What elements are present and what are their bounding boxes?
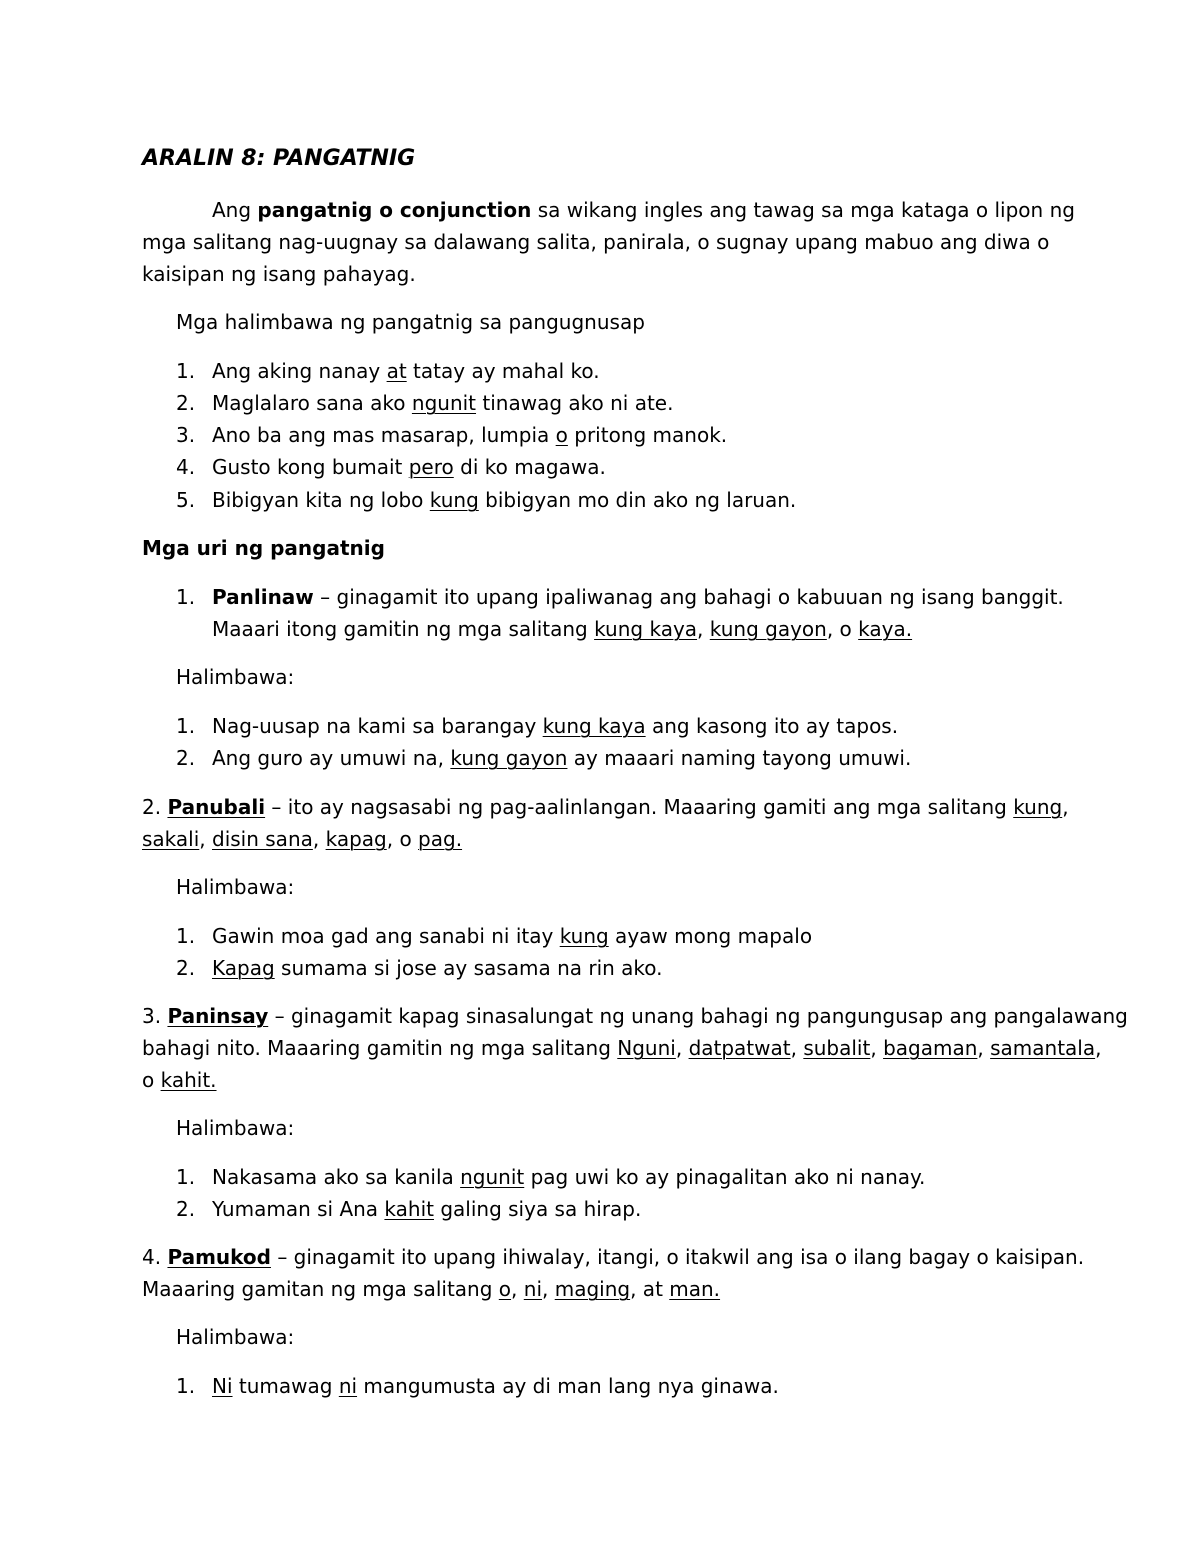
- list-text: tumawag: [232, 1374, 339, 1398]
- separator: ,: [675, 1036, 689, 1060]
- type-words-line: [212, 619, 912, 639]
- list-text: ayaw mong mapalo: [608, 924, 813, 948]
- conjunction-word: kung gayon: [709, 617, 827, 641]
- type-description: – ginagamit kapag sinasalungat ng unang bahagi ng pangungusap ang pangalawang: [268, 1004, 1128, 1028]
- list-text: pag uwi ko ay pinagalitan ako ni nanay.: [524, 1165, 926, 1189]
- intro-line-2: mga salitang nag-uugnay sa dalawang salita, panirala, o sugnay upang mabuo ang diwa o: [142, 230, 1050, 254]
- list-text: Nakasama ako sa kanila: [212, 1165, 461, 1189]
- separator: ,: [511, 1277, 524, 1301]
- list-number: 1.: [176, 585, 196, 609]
- list-number: 2.: [176, 1197, 196, 1221]
- separator: ,: [870, 1036, 884, 1060]
- separator: , o: [826, 617, 859, 641]
- conjunction-word: datpatwat: [688, 1036, 791, 1060]
- separator: ,: [542, 1277, 555, 1301]
- list-item: [212, 457, 606, 477]
- conjunction-word: pero: [408, 455, 454, 479]
- type-description: – ito ay nagsasabi ng pag-aalinlangan. Maaaring gamiti ang mga salitang: [265, 795, 1014, 819]
- list-text: Bibigyan kita ng lobo: [212, 488, 430, 512]
- list-number: 1.: [176, 1374, 196, 1398]
- type-definition: [142, 797, 1069, 817]
- conjunction-word: kahit.: [160, 1068, 217, 1092]
- list-text: galing siya sa hirap.: [433, 1197, 642, 1221]
- list-number: 3.: [142, 1004, 168, 1028]
- conjunction-word: kung: [559, 924, 609, 948]
- type-name: Panubali: [167, 795, 266, 819]
- conjunction-word: Nguni: [617, 1036, 676, 1060]
- type-definition: [142, 1006, 1128, 1026]
- separator: ,: [697, 617, 710, 641]
- list-number: 5.: [176, 488, 196, 512]
- list-item: [212, 716, 898, 736]
- list-item: [212, 425, 727, 445]
- conjunction-word: samantala: [990, 1036, 1096, 1060]
- conjunction-word: at: [386, 359, 407, 383]
- list-number: 2.: [176, 746, 196, 770]
- intro-line-3: kaisipan ng isang pahayag.: [142, 262, 416, 286]
- separator: ,: [199, 827, 212, 851]
- conjunction-word: o: [498, 1277, 512, 1301]
- list-text: pritong manok.: [567, 423, 728, 447]
- halimbawa-label: Halimbawa:: [176, 1325, 295, 1349]
- separator: , at: [630, 1277, 670, 1301]
- list-number: 4.: [176, 455, 196, 479]
- type-words-line: [142, 1279, 720, 1299]
- conjunction-word: kung gayon: [450, 746, 568, 770]
- list-number: 1.: [176, 924, 196, 948]
- conjunction-word: maging: [554, 1277, 631, 1301]
- list-item: [212, 393, 673, 413]
- list-number: 3.: [176, 423, 196, 447]
- list-text: Ang aking nanay: [212, 359, 387, 383]
- conjunction-word: sakali: [142, 827, 200, 851]
- list-text: ay maaari naming tayong umuwi.: [567, 746, 912, 770]
- list-text: tatay ay mahal ko.: [406, 359, 600, 383]
- conjunction-word: pag.: [418, 827, 463, 851]
- conjunction-word: ngunit: [460, 1165, 525, 1189]
- type-words-line: [142, 1038, 1101, 1058]
- page-title: ARALIN 8: PANGATNIG: [142, 146, 416, 171]
- conjunction-word: kapag: [325, 827, 387, 851]
- list-text: Ano ba ang mas masarap, lumpia: [212, 423, 556, 447]
- list-number: 1.: [176, 714, 196, 738]
- conjunction-word: kung kaya: [594, 617, 698, 641]
- separator: ,: [312, 827, 326, 851]
- intro-text: Ang: [212, 198, 258, 222]
- list-item: [212, 361, 600, 381]
- separator: o: [142, 1068, 161, 1092]
- list-text: sumama si jose ay sasama na rin ako.: [274, 956, 663, 980]
- list-number: 1.: [176, 359, 196, 383]
- type-description: bahagi nito. Maaaring gamitin ng mga salitang: [142, 1036, 618, 1060]
- intro-term: pangatnig o conjunction: [257, 198, 532, 222]
- list-item: [212, 1167, 925, 1187]
- halimbawa-label: Halimbawa:: [176, 875, 295, 899]
- conjunction-word: ni: [338, 1374, 358, 1398]
- conjunction-word: ni: [523, 1277, 542, 1301]
- conjunction-word: disin sana: [212, 827, 313, 851]
- type-name: Pamukod: [167, 1245, 271, 1269]
- examples-heading: Mga halimbawa ng pangatnig sa pangugnusap: [176, 310, 645, 334]
- type-definition: [142, 1247, 1084, 1267]
- conjunction-word: kung: [429, 488, 479, 512]
- conjunction-word: bagaman: [883, 1036, 978, 1060]
- list-text: di ko magawa.: [453, 455, 606, 479]
- type-description: Maaari itong gamitin ng mga salitang: [212, 617, 595, 641]
- list-text: Gusto kong bumait: [212, 455, 409, 479]
- halimbawa-label: Halimbawa:: [176, 665, 295, 689]
- conjunction-word: o: [555, 423, 568, 447]
- list-item: [212, 490, 796, 510]
- halimbawa-label: Halimbawa:: [176, 1116, 295, 1140]
- type-description: Maaaring gamitan ng mga salitang: [142, 1277, 499, 1301]
- list-item: [212, 926, 812, 946]
- separator: ,: [977, 1036, 991, 1060]
- list-number: 4.: [142, 1245, 168, 1269]
- list-item: [212, 1376, 779, 1396]
- type-description: – ginagamit ito upang ihiwalay, itangi, o itakwil ang isa o ilang bagay o kaisipan.: [270, 1245, 1085, 1269]
- type-definition: [212, 587, 1064, 607]
- list-number: 2.: [142, 795, 168, 819]
- separator: ,: [790, 1036, 804, 1060]
- conjunction-word: kahit: [384, 1197, 434, 1221]
- separator: ,: [1062, 795, 1069, 819]
- type-name: Panlinaw: [212, 585, 314, 609]
- list-text: Yumaman si Ana: [212, 1197, 385, 1221]
- type-words-line: [142, 829, 462, 849]
- list-number: 2.: [176, 391, 196, 415]
- list-item: [212, 1199, 641, 1219]
- list-item: [212, 748, 911, 768]
- conjunction-word: Ni: [212, 1374, 233, 1398]
- conjunction-word: Kapag: [212, 956, 275, 980]
- conjunction-word: kung: [1013, 795, 1063, 819]
- intro-text: sa wikang ingles ang tawag sa mga kataga o lipon ng: [531, 198, 1075, 222]
- list-number: 2.: [176, 956, 196, 980]
- intro-line-1: [212, 200, 1075, 220]
- list-text: ang kasong ito ay tapos.: [645, 714, 899, 738]
- list-text: tinawag ako ni ate.: [476, 391, 674, 415]
- list-text: Ang guro ay umuwi na,: [212, 746, 451, 770]
- list-text: Maglalaro sana ako: [212, 391, 412, 415]
- types-heading: Mga uri ng pangatnig: [142, 536, 385, 560]
- list-item: [212, 958, 663, 978]
- conjunction-word: kaya.: [858, 617, 913, 641]
- type-description: – ginagamit ito upang ipaliwanag ang bahagi o kabuuan ng isang banggit.: [313, 585, 1064, 609]
- separator: ,: [1095, 1036, 1102, 1060]
- list-number: 1.: [176, 1165, 196, 1189]
- conjunction-word: man.: [669, 1277, 721, 1301]
- list-text: Nag-uusap na kami sa barangay: [212, 714, 543, 738]
- type-name: Paninsay: [167, 1004, 269, 1028]
- list-text: mangumusta ay di man lang nya ginawa.: [357, 1374, 779, 1398]
- conjunction-word: subalit: [803, 1036, 871, 1060]
- separator: , o: [386, 827, 419, 851]
- list-text: Gawin moa gad ang sanabi ni itay: [212, 924, 560, 948]
- type-words-line: [142, 1070, 217, 1090]
- conjunction-word: kung kaya: [542, 714, 646, 738]
- conjunction-word: ngunit: [411, 391, 477, 415]
- list-text: bibigyan mo din ako ng laruan.: [478, 488, 797, 512]
